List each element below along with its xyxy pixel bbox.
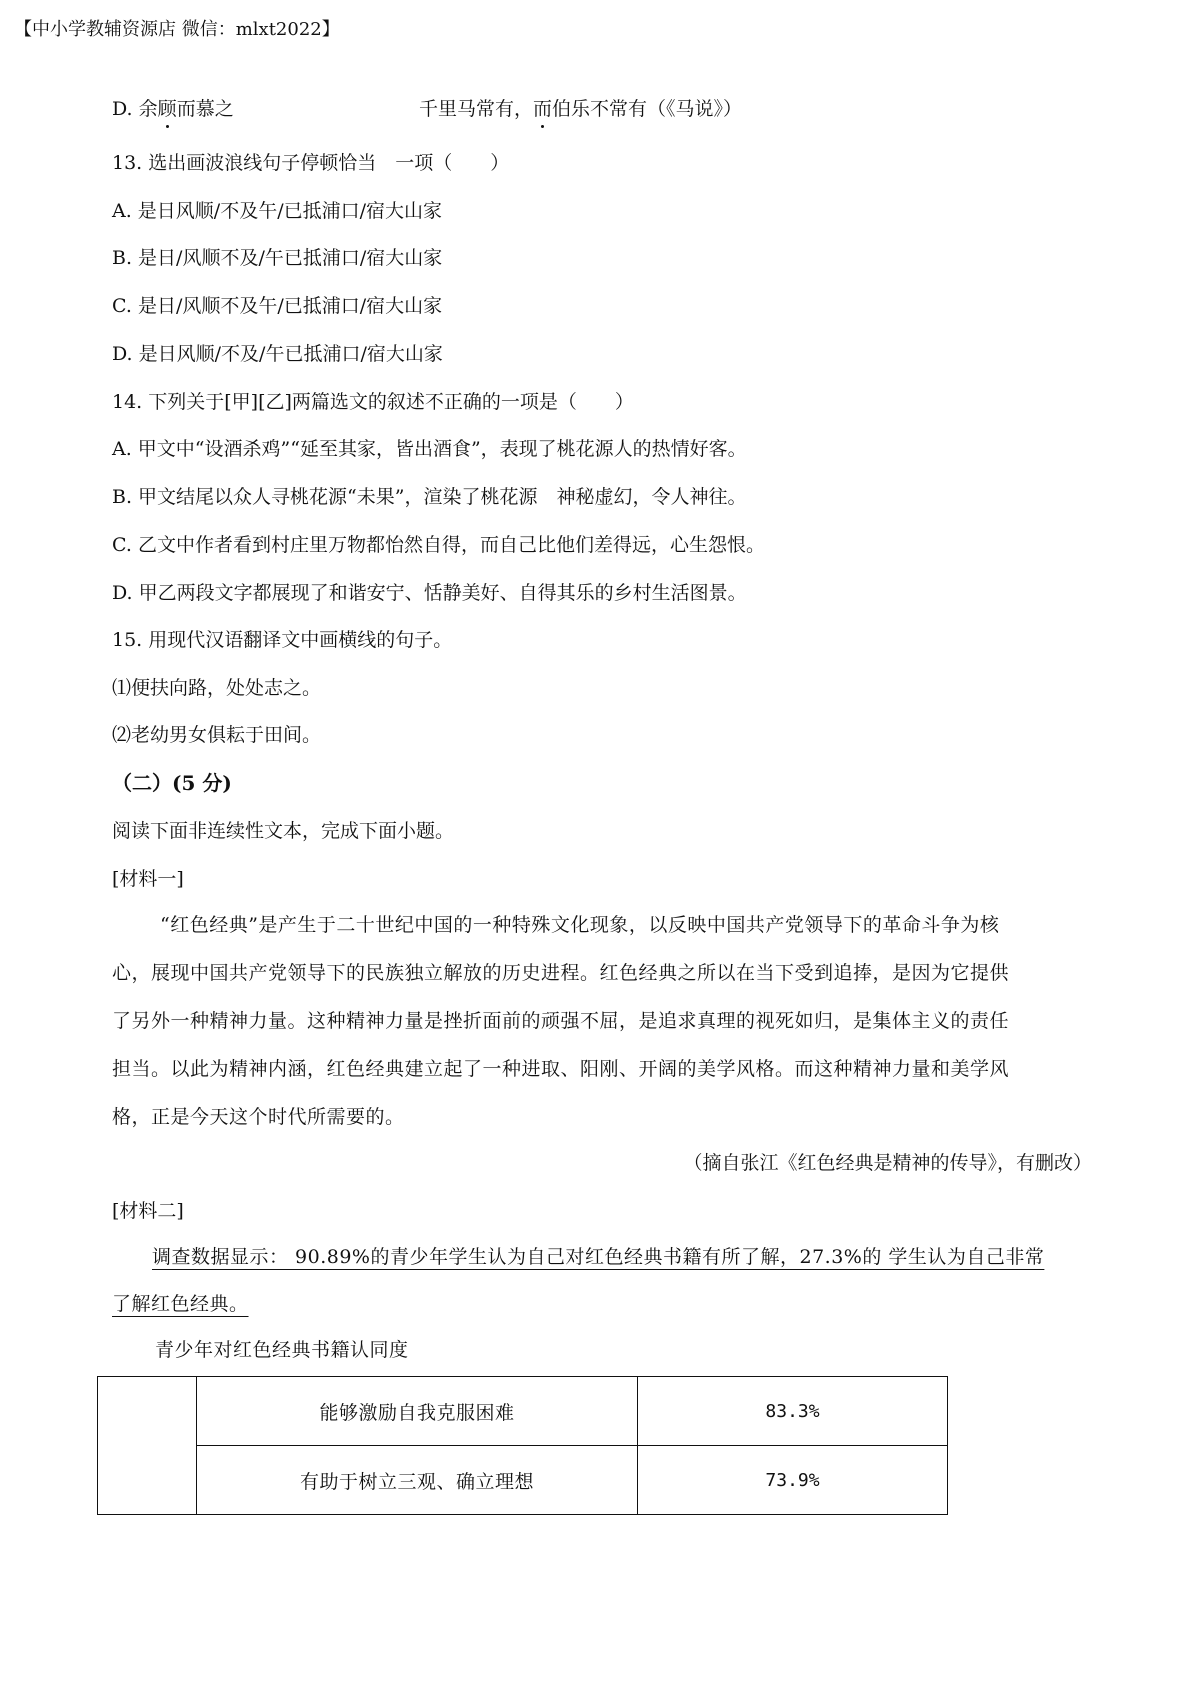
option-label: D.	[112, 98, 133, 120]
table-title: 青少年对红色经典书籍认同度	[155, 1339, 409, 1361]
table-cell-value: 83.3%	[638, 1377, 948, 1446]
q13-option-c: C. 是日/风顺不及午/已抵浦口/宿大山家	[112, 295, 443, 317]
q13-stem: 13. 选出画波浪线句子停顿恰当 一项（ ）	[112, 152, 510, 174]
section-instruction: 阅读下面非连续性文本，完成下面小题。	[112, 820, 455, 842]
section-heading: （二）(5 分)	[112, 771, 232, 795]
q12-option-d-right: 千里马常有，而伯乐不常有（《马说》）	[419, 98, 743, 120]
emphasis-dot-char: 而	[533, 98, 553, 120]
option-d-left: 余顾而慕之	[138, 98, 234, 120]
q13-option-d: D. 是日风顺/不及/午已抵浦口/宿大山家	[112, 343, 443, 365]
material1-line-3: 了另外一种精神力量。这种精神力量是挫折面前的顽强不屈，是追求真理的视死如归，是集体主义的责任	[112, 1010, 1010, 1032]
q13-option-b: B. 是日/风顺不及/午已抵浦口/宿大山家	[112, 247, 443, 269]
material1-line-1: “红色经典”是产生于二十世纪中国的一种特殊文化现象，以反映中国共产党领导下的革命斗争为核	[160, 914, 1000, 936]
q15-stem: 15. 用现代汉语翻译文中画横线的句子。	[112, 629, 453, 651]
q14-option-d: D. 甲乙两段文字都展现了和谐安宁、恬静美好、自得其乐的乡村生活图景。	[112, 582, 747, 604]
material1-line-4: 担当。以此为精神内涵，红色经典建立起了一种进取、阳刚、开阔的美学风格。而这种精神力量和美学风	[112, 1058, 1010, 1080]
table-cell-label: 能够激励自我克服困难	[197, 1377, 638, 1446]
material1-source: （摘自张江《红色经典是精神的传导》，有删改）	[683, 1152, 1092, 1174]
q12-option-d	[112, 96, 234, 122]
q13-option-a: A. 是日风顺/不及午/已抵浦口/宿大山家	[112, 200, 443, 222]
table-cell-value: 73.9%	[638, 1446, 948, 1515]
table-row	[98, 1377, 948, 1446]
q15-item-1: ⑴便扶向路，处处志之。	[112, 677, 322, 699]
material1-label: [材料一]	[112, 868, 184, 890]
q15-item-2: ⑵老幼男女俱耘于田间。	[112, 724, 322, 746]
q14-option-c: C. 乙文中作者看到村庄里万物都怡然自得，而自己比他们差得远，心生怨恨。	[112, 534, 765, 556]
emphasis-dot-char: 顾	[157, 98, 177, 120]
q14-stem: 14. 下列关于[甲][乙]两篇选文的叙述不正确的一项是（ ）	[112, 391, 634, 413]
table-cell-label: 有助于树立三观、确立理想	[197, 1446, 638, 1515]
q14-option-b: B. 甲文结尾以众人寻桃花源“未果”，渲染了桃花源 神秘虚幻，令人神往。	[112, 486, 747, 508]
table-blank-cell	[98, 1377, 197, 1515]
table-row	[98, 1446, 948, 1515]
watermark: 【中小学教辅资源店 微信：mlxt2022】	[14, 19, 340, 40]
material2-label: [材料二]	[112, 1200, 184, 1222]
material1-line-5: 格，正是今天这个时代所需要的。	[112, 1106, 405, 1128]
q14-option-a: A. 甲文中“设酒杀鸡”“延至其家，皆出酒食”，表现了桃花源人的热情好客。	[112, 438, 747, 460]
material2-line-2: 了解红色经典。	[112, 1293, 249, 1315]
material2-line-1: 调查数据显示： 90.89%的青少年学生认为自己对红色经典书籍有所了解，27.3%的 学生认为自己非常	[152, 1246, 1045, 1268]
recognition-table	[97, 1376, 948, 1515]
material1-line-2: 心，展现中国共产党领导下的民族独立解放的历史进程。红色经典之所以在当下受到追捧，是因为它提供	[112, 962, 1010, 984]
